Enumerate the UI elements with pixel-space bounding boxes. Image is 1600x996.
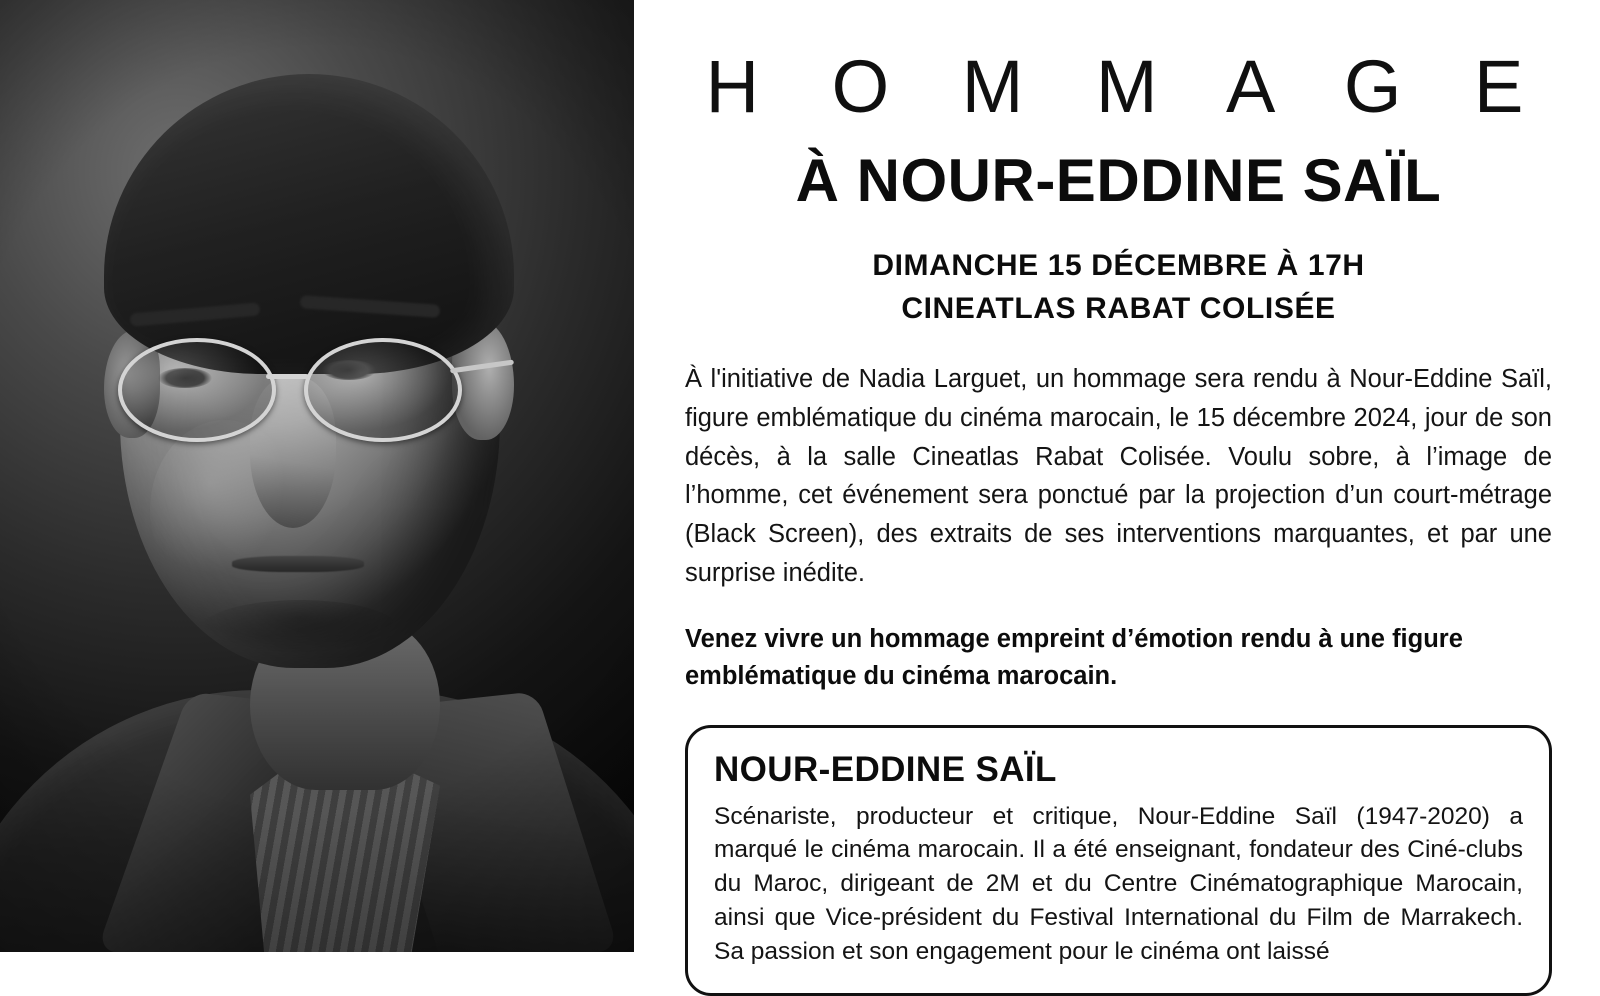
event-venue: CINEATLAS RABAT COLISÉE	[901, 291, 1336, 325]
biography-heading: NOUR-EDDINE SAÏL	[714, 749, 1057, 789]
content-column	[637, 0, 1600, 965]
portrait-vignette	[0, 0, 637, 952]
page-title: H O M M A G E	[705, 45, 1550, 128]
honoree-name-title: À NOUR-EDDINE SAÏL	[795, 147, 1442, 214]
portrait-image	[0, 0, 637, 952]
call-to-action-paragraph: Venez vivre un hommage empreint d’émotion rendu à une figure emblématique du cinéma marocain.	[685, 624, 1463, 690]
biography-card	[685, 725, 1552, 996]
biography-text: Scénariste, producteur et critique, Nour-Eddine Saïl (1947-2020) a marqué le cinéma marocain. Il a été enseignant, fondateur des Ciné-clubs du Maroc, dirigeant de 2M et du Centre Cinématographique Marocain, ainsi que Vice-président du Festival International du Film de Marrakech. Sa passion et son engagement pour le cinéma ont laissé	[714, 802, 1523, 965]
event-details	[685, 245, 1552, 330]
event-date: DIMANCHE 15 DÉCEMBRE À 17H	[872, 249, 1365, 282]
intro-paragraph: À l'initiative de Nadia Larguet, un hommage sera rendu à Nour-Eddine Saïl, figure emblématique du cinéma marocain, le 15 décembre 2024, jour de son décès, à la salle Cineatlas Rabat Colisée. Voulu sobre, à l’image de l’homme, cet événement sera ponctué par la projection d’un court-métrage (Black Screen), des extraits de ses interventions marquantes, et par une surprise inédite.	[685, 365, 1552, 587]
